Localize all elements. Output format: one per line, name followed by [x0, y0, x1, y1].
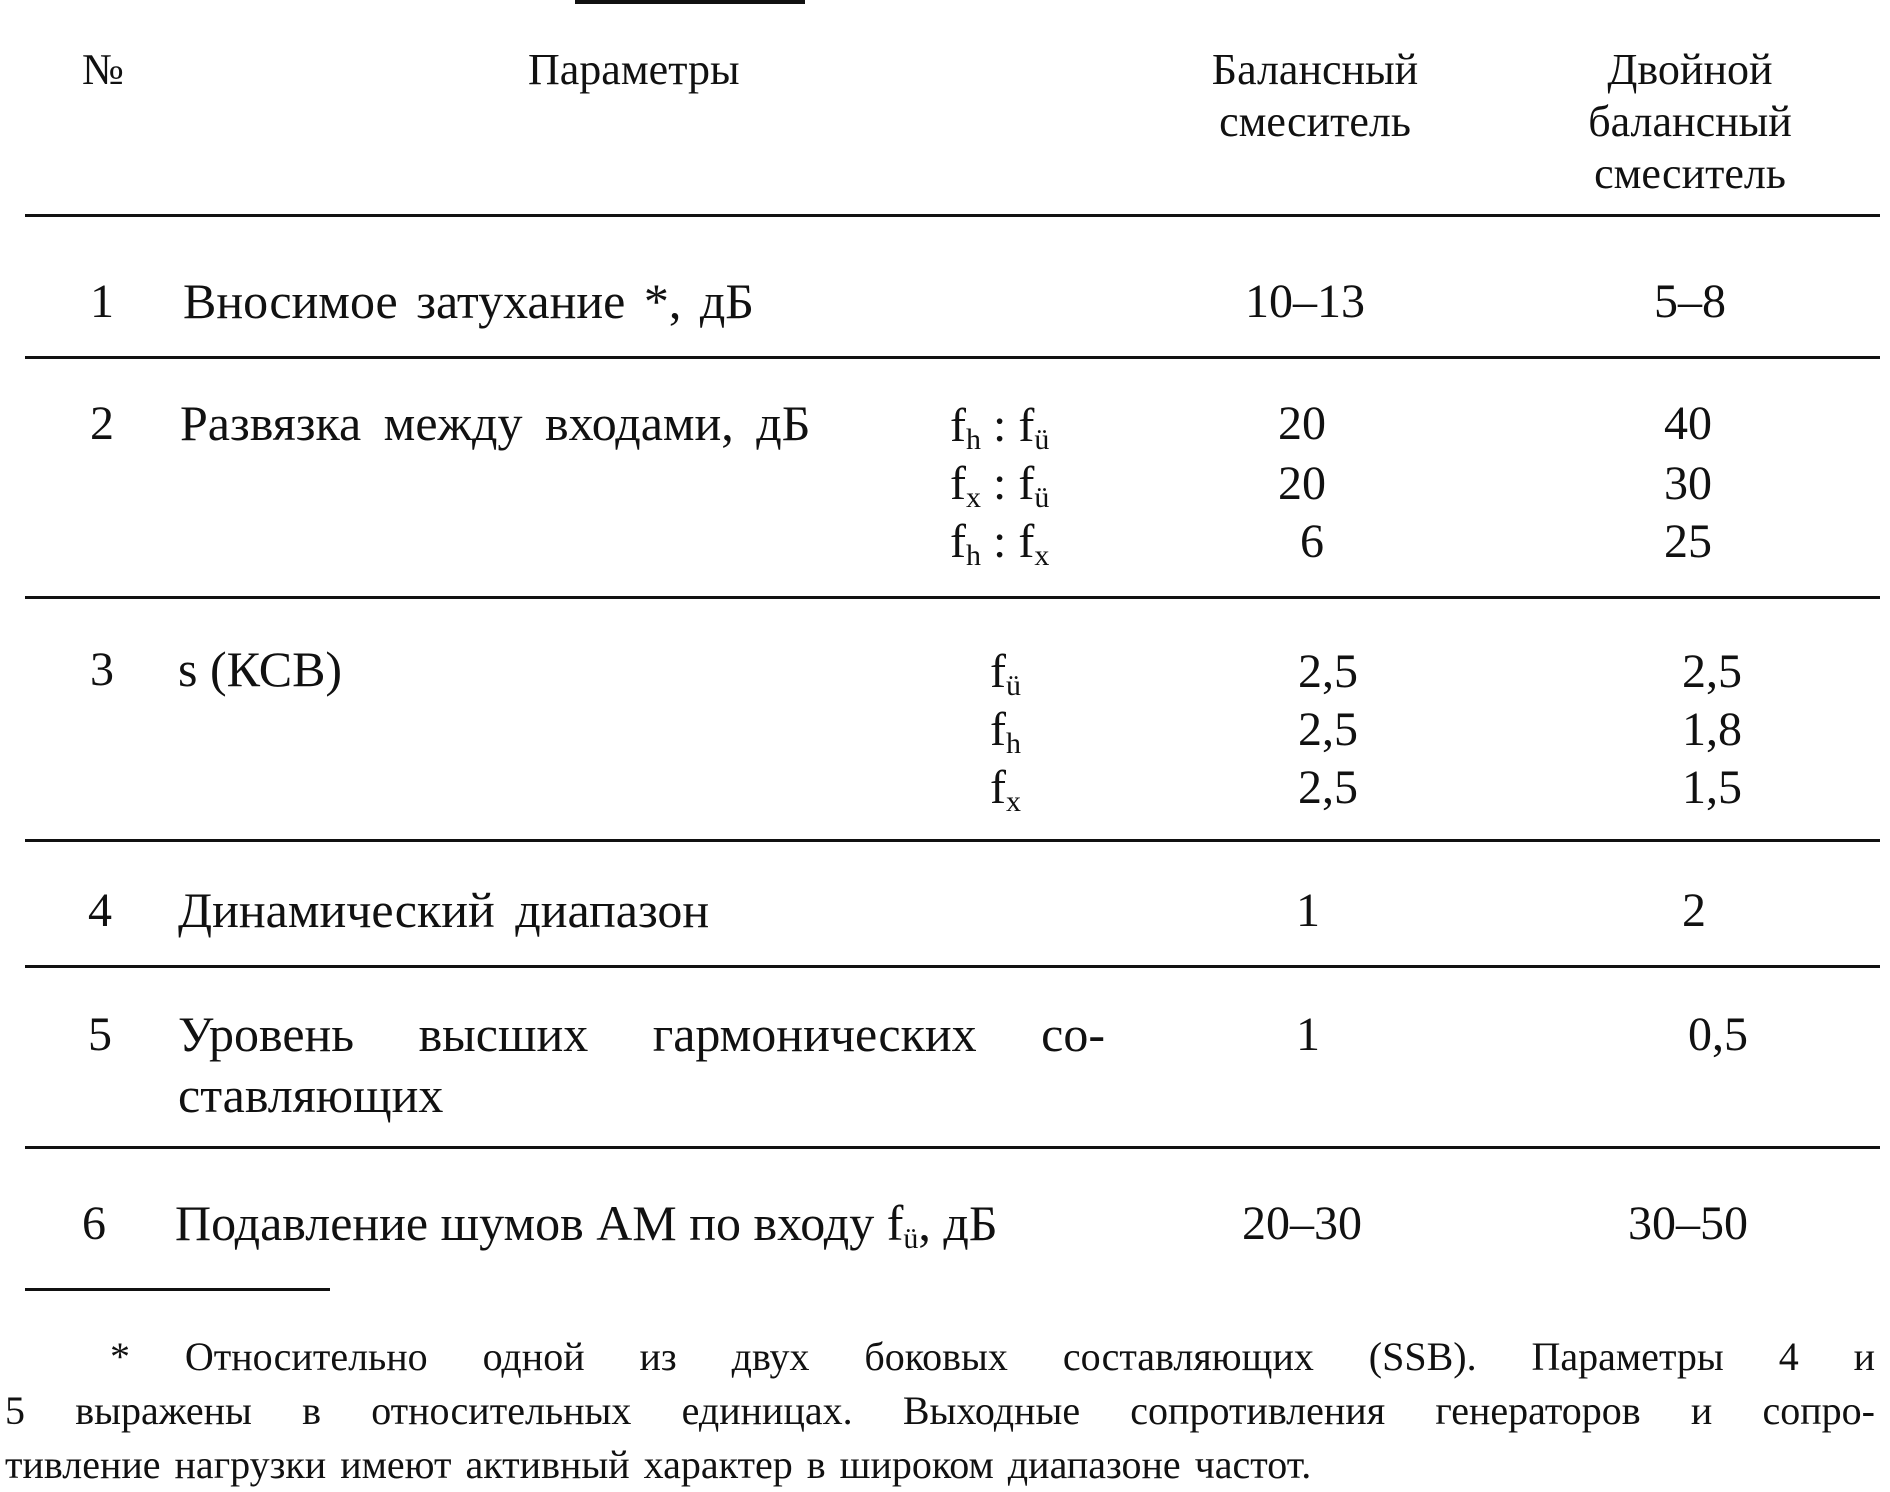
row-4-parameter: Динамический диапазон	[178, 882, 710, 938]
row-5-balanced: 1	[1296, 1008, 1320, 1061]
header-number: №	[82, 45, 124, 94]
row-1-parameter: Вносимое затухание *, дБ	[183, 273, 754, 329]
row-2-sub-1-ratio: $f_h$ : $f_ü$	[950, 399, 1050, 456]
row-6-number: 6	[82, 1197, 106, 1250]
row-3-number: 3	[90, 643, 114, 696]
row-6-double: 30–50	[1628, 1197, 1748, 1250]
row-3-sub-3-double: 1,5	[1682, 761, 1742, 814]
row-2-sub-1-balanced: 20	[1278, 397, 1326, 450]
row-3-sub-3-frequency: $f_x$	[990, 761, 1021, 818]
row-6-parameter: Подавление шумов АМ по входу $f_ü$, дБ	[175, 1195, 998, 1255]
row-2-sub-2-ratio: $f_x$ : $f_ü$	[950, 457, 1050, 514]
row-2-sub-2-balanced: 20	[1278, 457, 1326, 510]
row-3-sub-2-balanced: 2,5	[1298, 703, 1358, 756]
footnote-line-3: тивление нагрузки имеют активный характер в широком диапазоне частот.	[5, 1442, 1312, 1487]
row-1-balanced: 10–13	[1245, 275, 1365, 328]
header-parameters: Параметры	[528, 45, 740, 94]
row-5-parameter-line-1: Уровень высших гармонических со-	[178, 1006, 1105, 1062]
row-2-parameter: Развязка между входами, дБ	[180, 395, 811, 451]
row-rule	[25, 965, 1880, 968]
row-3-sub-1-balanced: 2,5	[1298, 645, 1358, 698]
footnote	[5, 1330, 1875, 1492]
row-4-number: 4	[88, 884, 112, 937]
footnote-separator	[25, 1288, 330, 1291]
header-balanced-mixer: Балансный смеситель	[1211, 45, 1419, 146]
row-4-balanced: 1	[1296, 884, 1320, 937]
row-2-sub-1-double: 40	[1664, 397, 1712, 450]
row-3-sub-1-double: 2,5	[1682, 645, 1742, 698]
row-5-parameter-line-2: ставляющих	[178, 1067, 444, 1123]
row-3-parameter: s (КСВ)	[178, 641, 343, 697]
row-3-sub-1-frequency: $f_ü$	[990, 645, 1021, 702]
row-1-number: 1	[90, 275, 114, 328]
row-2-number: 2	[90, 397, 114, 450]
row-rule	[25, 356, 1880, 359]
row-rule	[25, 839, 1880, 842]
row-2-sub-3-balanced: 6	[1300, 515, 1324, 568]
row-5-number: 5	[88, 1008, 112, 1061]
row-rule	[25, 1146, 1880, 1149]
header-rule	[25, 214, 1880, 217]
row-2-sub-3-double: 25	[1664, 515, 1712, 568]
row-1-double: 5–8	[1654, 275, 1726, 328]
row-2-sub-2-double: 30	[1664, 457, 1712, 510]
top-rule	[575, 0, 805, 4]
header-double-balanced-mixer: Двойной балансный смеситель	[1588, 45, 1792, 198]
row-3-sub-3-balanced: 2,5	[1298, 761, 1358, 814]
row-5-double: 0,5	[1688, 1008, 1748, 1061]
row-6-balanced: 20–30	[1242, 1197, 1362, 1250]
footnote-line-1: * Относительно одной из двух боковых составляющих (SSB). Параметры 4 и	[110, 1334, 1875, 1379]
row-3-sub-2-double: 1,8	[1682, 703, 1742, 756]
row-2-sub-3-ratio: $f_h$ : $f_x$	[950, 515, 1050, 572]
footnote-line-2: 5 выражены в относительных единицах. Выходные сопротивления генераторов и сопро-	[5, 1388, 1875, 1433]
row-rule	[25, 596, 1880, 599]
row-3-sub-2-frequency: $f_h$	[990, 703, 1021, 760]
row-4-double: 2	[1682, 884, 1706, 937]
